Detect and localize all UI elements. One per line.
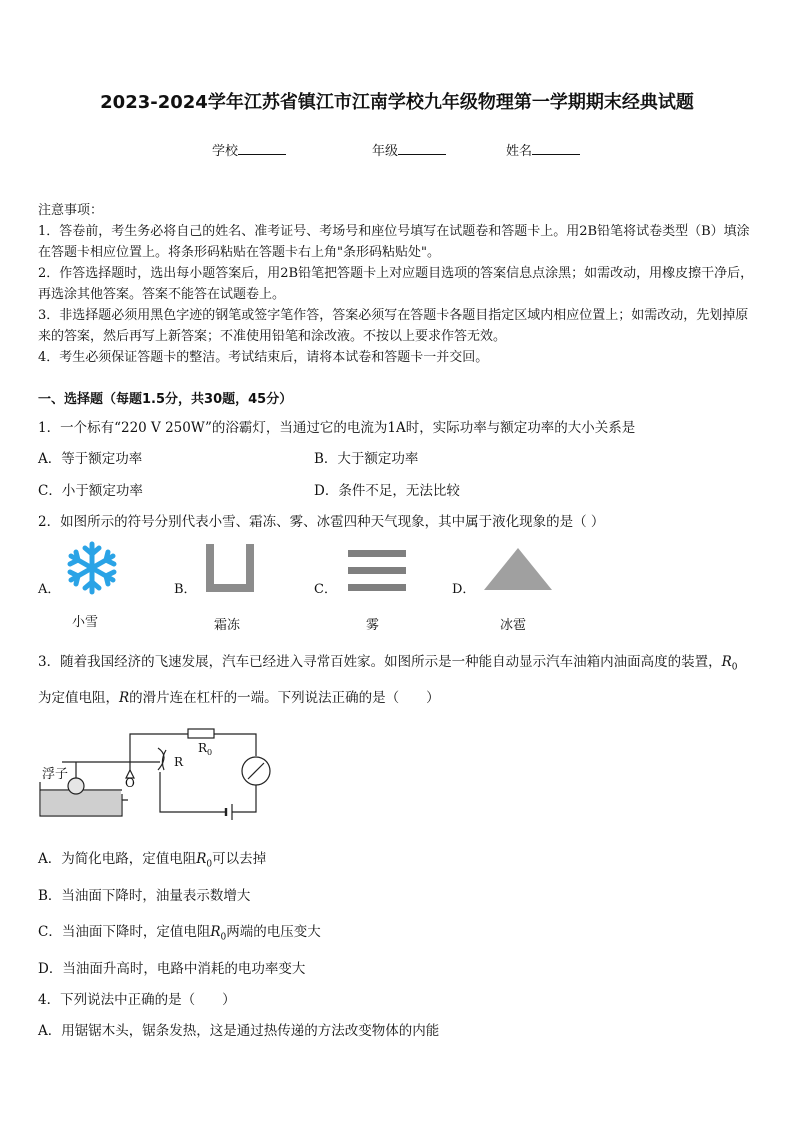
name-field (506, 140, 580, 159)
q3-r-symbol: R (119, 690, 130, 706)
q3-stem-text-1: 3．随着我国经济的飞速发展，汽车已经进入寻常百姓家。如图所示是一种能自动显示汽车油箱内油面高度的装置， (38, 654, 722, 670)
q3-stem-line2 (38, 686, 440, 706)
grade-field (372, 140, 446, 159)
r0-resistor (188, 729, 214, 738)
q3-option-b[interactable]: B．当油面下降时，油量表示数增大 (38, 888, 251, 904)
q3-option-c-text-2: 两端的电压变大 (226, 924, 321, 940)
diagram-r-label: R (174, 755, 184, 769)
notice-item-3: 3．非选择题必须用黑色字迹的钢笔或签字笔作答，答案必须写在答题卡各题目指定区域内相应位置上；如需改动，先划掉原来的答案，然后再写上新答案；不准使用铅笔和涂改液。不按以上要求作答无效。 (38, 308, 749, 344)
q3-r0-subscript: 0 (731, 662, 738, 673)
q3-option-c[interactable] (38, 920, 321, 943)
grade-blank[interactable] (398, 142, 446, 155)
name-blank[interactable] (532, 142, 580, 155)
q1-stem: 1．一个标有“220 V 250W”的浴霸灯，当通过它的电流为1A时，实际功率与额定功率的大小关系是 (38, 420, 636, 436)
q3-option-a-text-2: 可以去掉 (212, 851, 267, 867)
notice-item-4: 4．考生必须保证答题卡的整洁。考试结束后，请将本试卷和答题卡一并交回。 (38, 350, 489, 365)
q3-option-a-text-1: A．为简化电路，定值电阻 (38, 851, 197, 867)
diagram-r0-label: $R_0$ (198, 741, 213, 757)
snowflake-icon (64, 540, 120, 596)
notice-block (38, 200, 760, 368)
fog-symbol-icon (344, 548, 410, 594)
fuel-gauge-circuit-diagram (36, 722, 276, 832)
notice-item-2: 2．作答选择题时，选出每小题答案后，用2B铅笔把答题卡上对应题目选项的答案信息点涂黑；如需改动，用橡皮擦干净后，再选涂其他答案。答案不能答在试题卷上。 (38, 266, 754, 302)
hail-symbol-icon (482, 546, 554, 594)
q1-option-d[interactable]: D．条件不足，无法比较 (314, 483, 460, 499)
frost-symbol-icon (200, 542, 260, 596)
q4-option-a[interactable]: A．用锯锯木头，锯条发热，这是通过热传递的方法改变物体的内能 (38, 1023, 440, 1039)
q2-caption-b: 霜冻 (214, 618, 241, 633)
school-label: 学校 (212, 144, 239, 159)
q2-option-c-label[interactable]: C． (314, 582, 337, 597)
q2-caption-c: 雾 (366, 618, 380, 633)
q3-r0-symbol: R (721, 654, 732, 670)
q3-stem-text-2b: 的滑片连在杠杆的一端。下列说法正确的是（ ） (129, 690, 440, 706)
q3-stem-line1 (38, 650, 738, 673)
q3-option-a[interactable] (38, 847, 266, 870)
q2-caption-d: 冰雹 (500, 618, 527, 633)
q2-option-b-label[interactable]: B． (174, 582, 197, 597)
q1-option-c[interactable]: C．小于额定功率 (38, 483, 143, 499)
q2-caption-a: 小雪 (72, 615, 99, 630)
q3-option-a-r0: R (196, 851, 207, 867)
notice-heading: 注意事项： (38, 203, 104, 218)
float-label: 浮子 (42, 767, 69, 782)
q3-option-c-text-1: C．当油面下降时，定值电阻 (38, 924, 211, 940)
q3-stem-text-2a: 为定值电阻， (38, 690, 119, 706)
school-field (212, 140, 286, 159)
section-heading: 一、选择题（每题1.5分，共30题，45分） (38, 392, 293, 407)
q1-option-b[interactable]: B．大于额定功率 (314, 451, 419, 467)
q3-option-c-r0: R (210, 924, 221, 940)
notice-item-1: 1．答卷前，考生务必将自己的姓名、准考证号、考场号和座位号填写在试题卷和答题卡上。用2B铅笔将试卷类型（B）填涂在答题卡相应位置上。将条形码粘贴在答题卡右上角"条形码粘贴处"。 (38, 224, 750, 260)
q2-option-a-label[interactable]: A． (38, 582, 61, 597)
page-title: 2023-2024学年江苏省镇江市江南学校九年级物理第一学期期末经典试题 (100, 92, 694, 113)
school-blank[interactable] (238, 142, 286, 155)
q2-option-d-label[interactable]: D． (452, 582, 476, 597)
grade-label: 年级 (372, 144, 399, 159)
q1-option-a[interactable]: A．等于额定功率 (38, 451, 143, 467)
q3-option-c-r0-sub: 0 (220, 932, 227, 943)
q3-option-d[interactable]: D．当油面升高时，电路中消耗的电功率变大 (38, 961, 306, 977)
q3-option-a-r0-sub: 0 (206, 859, 213, 870)
q4-stem: 4．下列说法中正确的是（ ） (38, 992, 236, 1008)
pivot-label: O (125, 776, 135, 790)
name-label: 姓名 (506, 144, 533, 159)
q2-stem: 2．如图所示的符号分别代表小雪、霜冻、雾、冰雹四种天气现象，其中属于液化现象的是（ ） (38, 514, 605, 530)
